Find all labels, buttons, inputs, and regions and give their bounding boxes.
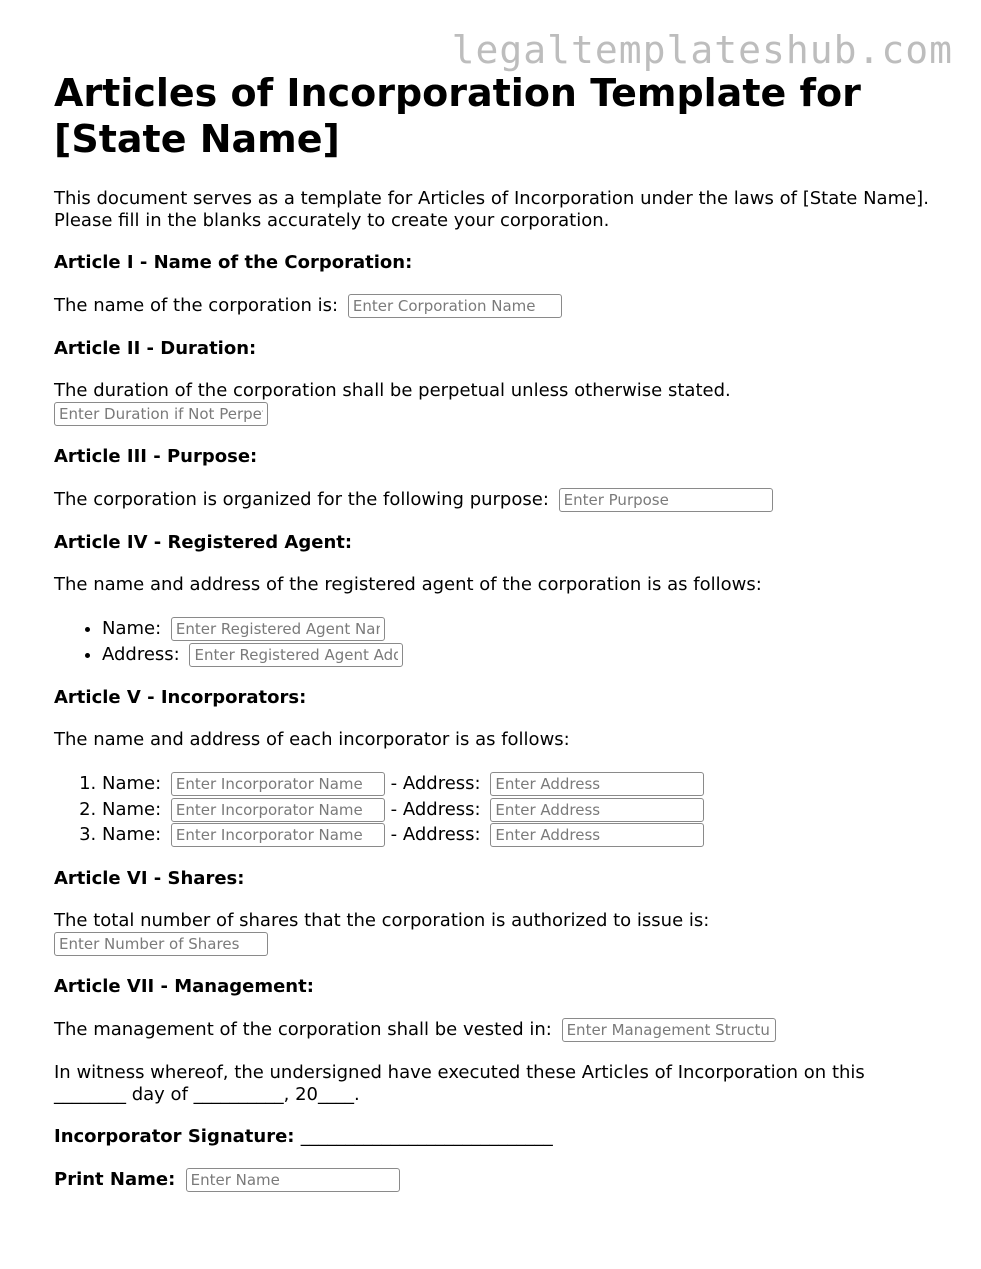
signature-row — [54, 1126, 934, 1148]
article-1-text: The name of the corporation is: — [54, 295, 339, 316]
article-7-heading: Article VII - Management: — [54, 975, 314, 997]
signature-line: ____________________________ — [300, 1125, 553, 1147]
article-3-heading: Article III - Purpose: — [54, 446, 258, 467]
agent-name-label: Name: — [102, 618, 162, 639]
watermark: legaltemplateshub.com — [451, 28, 953, 72]
incorporator-list — [54, 771, 934, 848]
article-3-text: The corporation is organized for the following purpose: — [54, 489, 549, 510]
document-body — [54, 70, 934, 1212]
print-name-label: Print Name: — [54, 1168, 176, 1190]
purpose-input[interactable] — [559, 488, 773, 512]
incorporator-address-label: - Address: — [390, 798, 481, 820]
agent-address-label: Address: — [102, 643, 180, 665]
incorporator-1-name-input[interactable] — [171, 772, 385, 796]
article-6-heading: Article VI - Shares: — [54, 867, 245, 889]
registered-agent-list — [54, 616, 934, 667]
article-2-line — [54, 380, 934, 426]
page-title: Articles of Incorporation Template for [State Name] — [54, 71, 861, 161]
article-5-heading: Article V - Incorporators: — [54, 687, 307, 708]
article-6-line — [54, 910, 934, 956]
management-input[interactable] — [562, 1018, 776, 1042]
list-item — [102, 616, 934, 642]
list-item — [102, 771, 934, 797]
intro-text: This document serves as a template for Articles of Incorporation under the laws of [State Name]. Please fill in the blanks accurately to create your corporation. — [54, 188, 929, 231]
article-4-heading: Article IV - Registered Agent: — [54, 532, 353, 553]
article-2-text: The duration of the corporation shall be perpetual unless otherwise stated. — [54, 380, 731, 401]
article-2-heading: Article II - Duration: — [54, 338, 257, 359]
article-7-line — [54, 1018, 934, 1042]
print-name-input[interactable] — [186, 1168, 400, 1192]
article-5-text: The name and address of each incorporator is as follows: — [54, 729, 570, 750]
article-6-text: The total number of shares that the corporation is authorized to issue is: — [54, 909, 710, 931]
corporation-name-input[interactable] — [348, 294, 562, 318]
incorporator-3-name-input[interactable] — [171, 823, 385, 847]
article-1-line — [54, 294, 934, 318]
shares-input[interactable] — [54, 932, 268, 956]
incorporator-address-label: - Address: — [390, 824, 481, 845]
incorporator-name-label: Name: — [102, 773, 162, 794]
incorporator-name-label: Name: — [102, 824, 162, 845]
agent-address-input[interactable] — [189, 643, 403, 667]
article-4-text: The name and address of the registered agent of the corporation is as follows: — [54, 574, 762, 595]
signature-label: Incorporator Signature: — [54, 1125, 295, 1147]
agent-name-input[interactable] — [171, 617, 385, 641]
incorporator-name-label: Name: — [102, 798, 162, 820]
incorporator-2-address-input[interactable] — [490, 798, 704, 822]
incorporator-2-name-input[interactable] — [171, 798, 385, 822]
list-item — [102, 642, 934, 668]
list-item — [102, 822, 934, 848]
article-7-text: The management of the corporation shall be vested in: — [54, 1018, 552, 1040]
print-name-row — [54, 1168, 934, 1192]
duration-input[interactable] — [54, 402, 268, 426]
incorporator-3-address-input[interactable] — [490, 823, 704, 847]
witness-text: In witness whereof, the undersigned have executed these Articles of Incorporation on this ________ day of __________, 20____. — [54, 1061, 865, 1105]
list-item — [102, 797, 934, 823]
article-3-line — [54, 488, 934, 512]
article-1-heading: Article I - Name of the Corporation: — [54, 252, 413, 273]
incorporator-address-label: - Address: — [390, 773, 481, 794]
incorporator-1-address-input[interactable] — [490, 772, 704, 796]
